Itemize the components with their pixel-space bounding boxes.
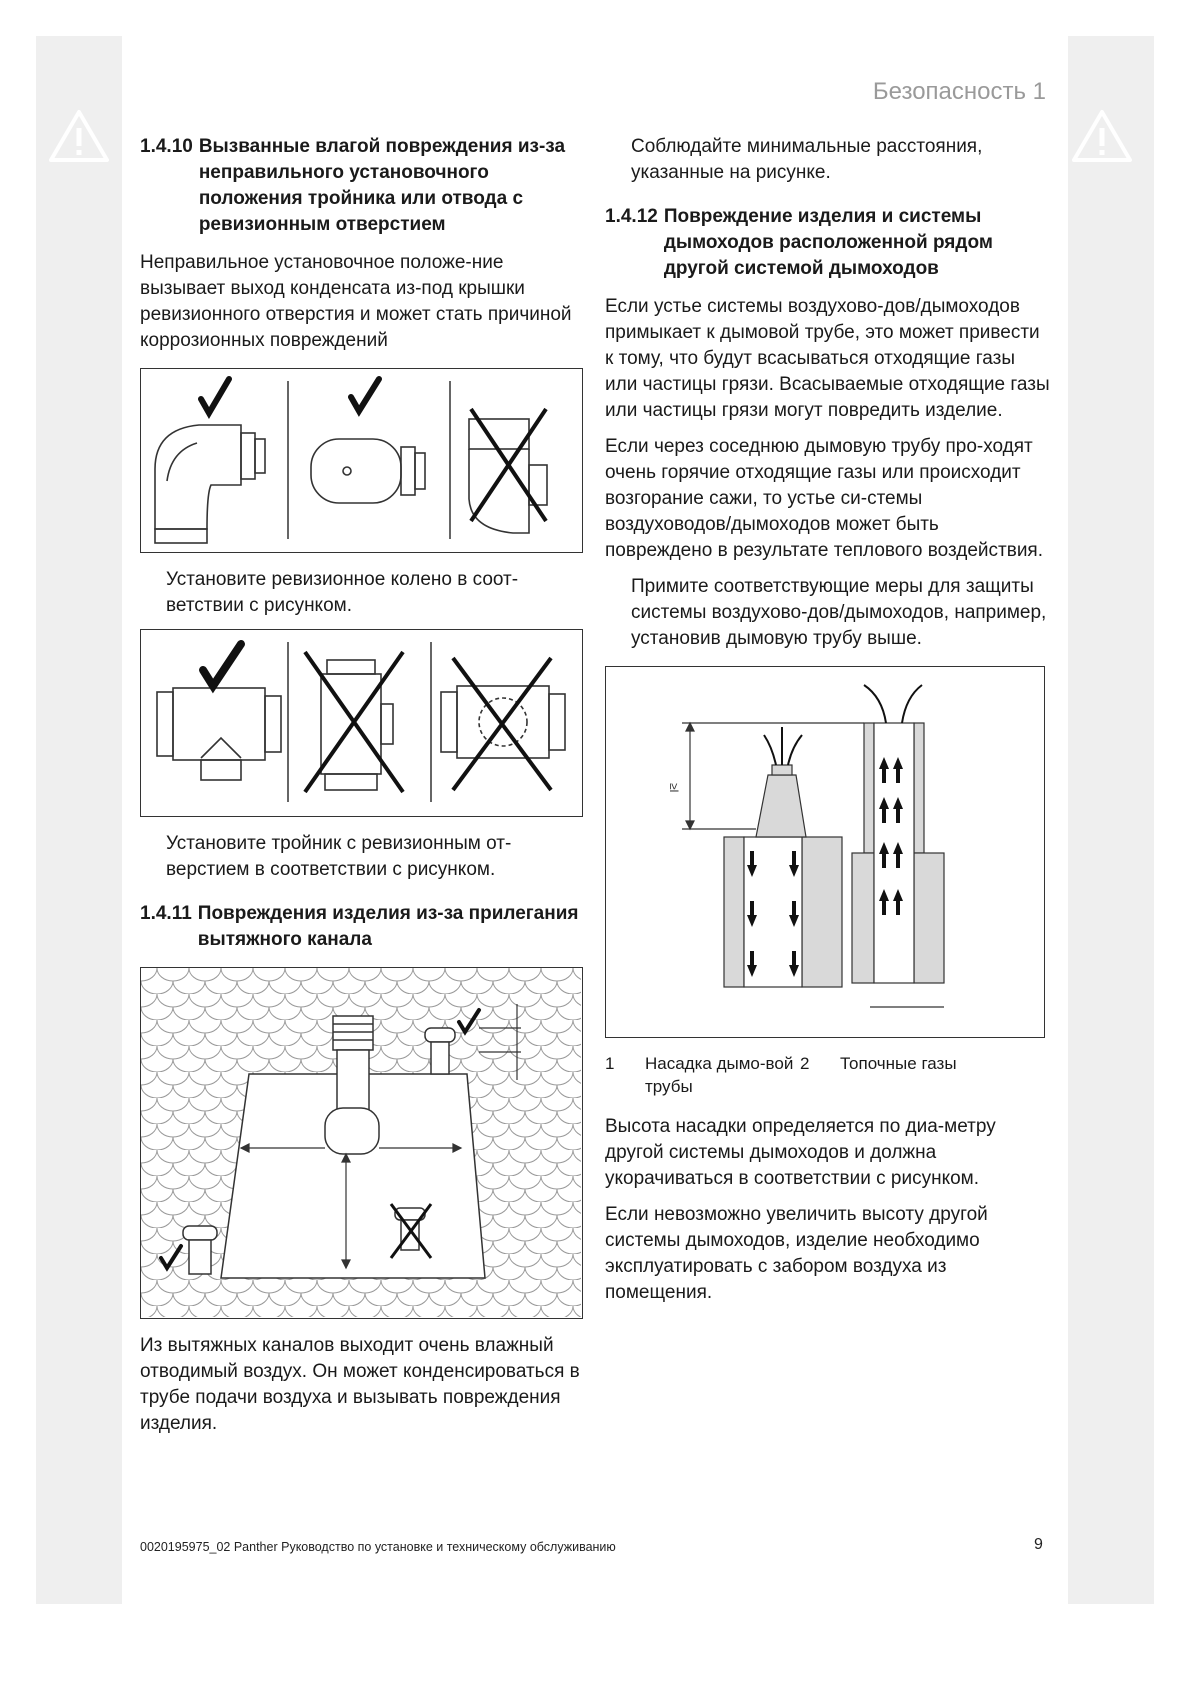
heading-number: 1.4.11 bbox=[140, 903, 192, 924]
legend-text: Насадка дымо-вой трубы bbox=[645, 1054, 794, 1096]
warning-triangle-icon bbox=[47, 108, 111, 164]
inspection-pipe-drawing bbox=[311, 439, 425, 503]
paragraph: Если устье системы воздухово-дов/дымоходов примыкает к дымовой трубе, это может привести к тому, что будут всасываться отходящие газы или частицы грязи. Всасываемые отходящие газы или частицы грязи могут повредить изделие. bbox=[605, 296, 1050, 421]
cross-icon bbox=[305, 652, 403, 792]
heading-1-4-10 bbox=[140, 134, 580, 238]
legend-text: Топочные газы bbox=[840, 1054, 957, 1073]
left-margin-band bbox=[36, 36, 122, 1604]
paragraph: Неправильное установочное положе-ние вызывает выход конденсата из-под крышки ревизионного отверстия и может стать причиной коррозионных повреждений bbox=[140, 252, 572, 351]
elbow-wrong-drawing bbox=[469, 419, 547, 533]
instruction: Установите тройник с ревизионным от-верстием в соответствии с рисунком. bbox=[166, 833, 512, 880]
paragraph: Если невозможно увеличить высоту другой системы дымоходов, изделие необходимо эксплуатировать с забором воздуха из помещения. bbox=[605, 1204, 988, 1303]
right-margin-band bbox=[1068, 36, 1154, 1604]
paragraph: Если через соседнюю дымовую трубу про-ходят очень горячие отходящие газы или происходит возгорание сажи, то устье си-стемы воздуховодов/дымоходов может быть повреждено в результате теплового воздействия. bbox=[605, 436, 1044, 561]
paragraph: Высота насадки определяется по диа-метру другой системы дымоходов и должна укорачиваться в соответствии с рисунком. bbox=[605, 1116, 996, 1189]
figure-roof-svg bbox=[141, 968, 581, 1317]
left-column bbox=[140, 134, 580, 1447]
heading-1-4-12 bbox=[605, 204, 1050, 282]
section-header: Безопасность 1 bbox=[872, 78, 1046, 105]
figure-tee-svg bbox=[141, 630, 581, 815]
dimension-label: ≥l bbox=[667, 783, 681, 793]
figure-elbow-orientation bbox=[140, 368, 583, 553]
figure-adjacent-chimney bbox=[605, 666, 1045, 1038]
heading-title: Повреждения изделия из-за прилегания вытяжного канала bbox=[197, 903, 579, 950]
figure-roof-extract bbox=[140, 967, 583, 1319]
cross-icon bbox=[453, 658, 551, 790]
figure-tee-orientation bbox=[140, 629, 583, 817]
right-column bbox=[605, 134, 1050, 1316]
instruction: Установите ревизионное колено в соот-ветствии с рисунком. bbox=[166, 569, 519, 616]
figure-chimney-svg bbox=[606, 667, 1043, 1036]
check-icon bbox=[203, 644, 241, 686]
paragraph: Из вытяжных каналов выходит очень влажный отводимый воздух. Он может конденсироваться в трубе подачи воздуха и вызывать повреждения изделия. bbox=[140, 1335, 580, 1434]
flue-terminal-nozzle bbox=[756, 775, 806, 837]
heading-1-4-11 bbox=[140, 901, 580, 953]
instruction: Примите соответствующие меры для защиты системы воздухово-дов/дымоходов, например, установив дымовую трубу выше. bbox=[631, 576, 1047, 649]
heading-title: Повреждение изделия и системы дымоходов расположенной рядом другой системой дымоходов bbox=[663, 206, 993, 279]
check-icon bbox=[351, 379, 379, 411]
footer-document-id: 0020195975_02 Panther Руководство по установке и техническому обслуживанию bbox=[140, 1540, 616, 1554]
page-number: 9 bbox=[1034, 1536, 1043, 1553]
legend-number: 2 bbox=[800, 1054, 810, 1073]
instruction: Соблюдайте минимальные расстояния, указанные на рисунке. bbox=[631, 136, 983, 183]
figure-elbow-svg bbox=[141, 369, 581, 551]
elbow-pipe-drawing bbox=[155, 425, 265, 543]
heading-number: 1.4.12 bbox=[605, 206, 658, 227]
check-icon bbox=[201, 379, 229, 413]
tee-pipe-drawing bbox=[157, 688, 281, 780]
heading-title: Вызванные влагой повреждения из-за неправильного установочного положения тройника или отвода с ревизионным отверстием bbox=[198, 136, 566, 235]
heading-number: 1.4.10 bbox=[140, 136, 193, 157]
warning-triangle-icon bbox=[1070, 108, 1134, 164]
figure-legend bbox=[605, 1052, 1050, 1098]
legend-number: 1 bbox=[605, 1054, 615, 1073]
